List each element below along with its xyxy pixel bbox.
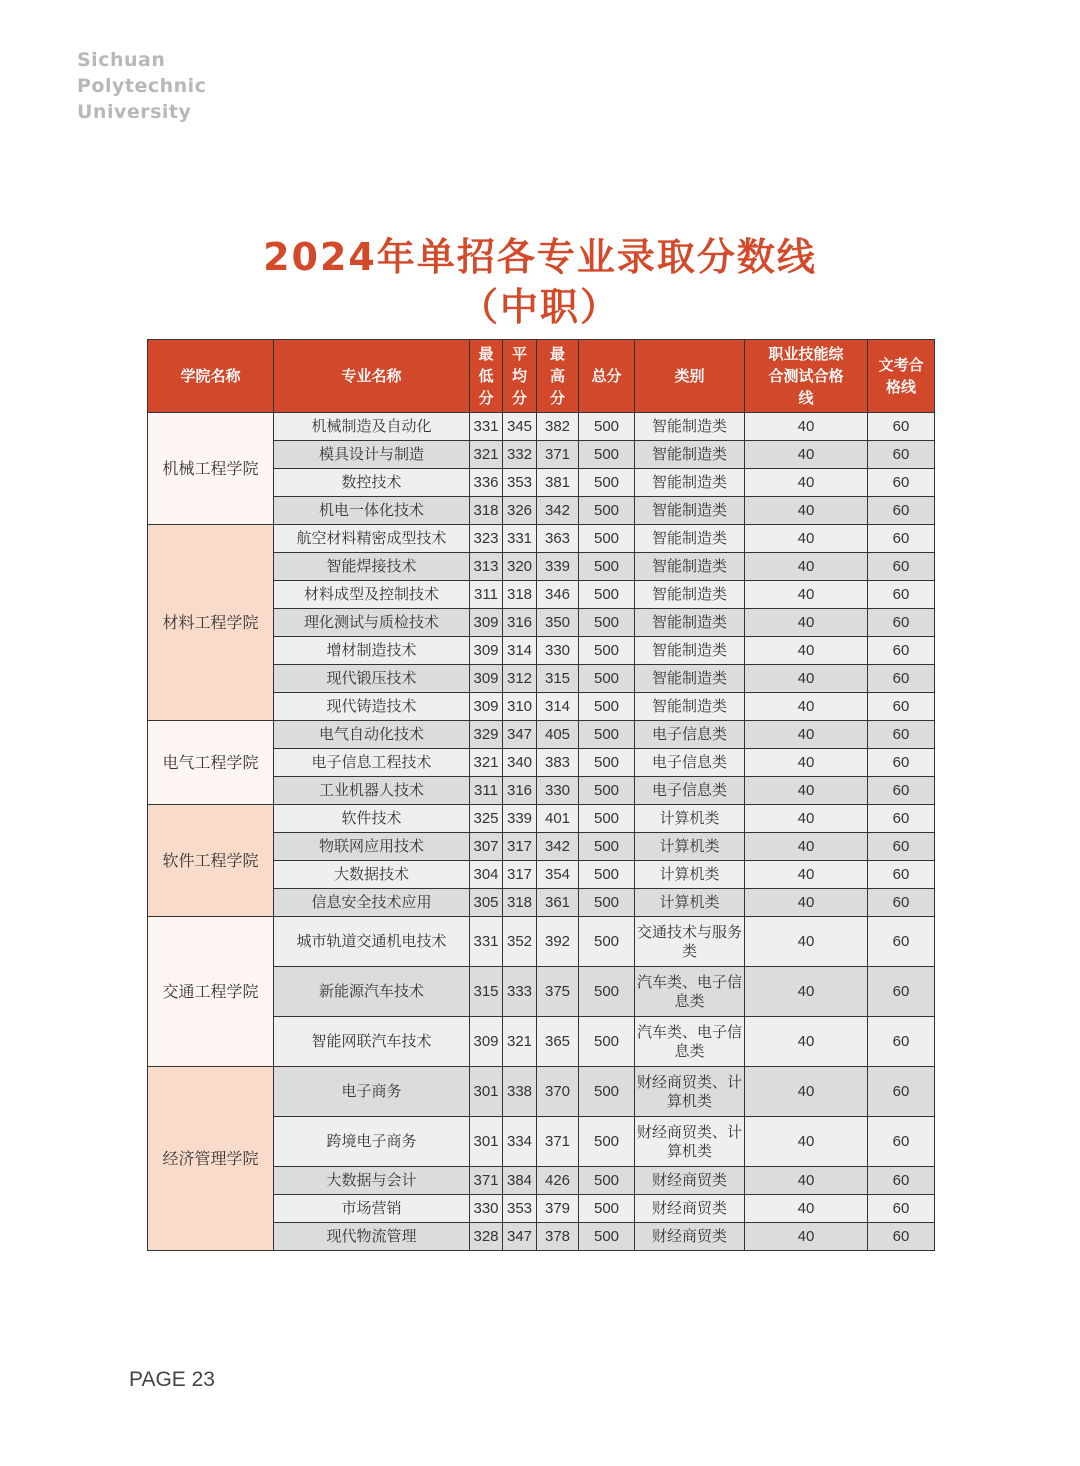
avg-score-cell: 334 <box>503 1117 537 1167</box>
max-score-cell: 370 <box>537 1067 579 1117</box>
total-score-cell: 500 <box>579 805 635 833</box>
column-header <box>148 340 274 413</box>
column-header <box>470 340 503 413</box>
min-score-cell: 331 <box>470 917 503 967</box>
brand-line: Sichuan <box>77 49 166 71</box>
skill-test-pass-line-cell: 40 <box>745 609 868 637</box>
culture-test-pass-line-cell: 60 <box>868 1017 935 1067</box>
skill-test-pass-line-cell: 40 <box>745 805 868 833</box>
total-score-cell: 500 <box>579 693 635 721</box>
culture-test-pass-line-cell: 60 <box>868 749 935 777</box>
min-score-cell: 311 <box>470 777 503 805</box>
college-name-cell: 交通工程学院 <box>148 917 274 1067</box>
category-cell: 汽车类、电子信息类 <box>635 1017 745 1067</box>
max-score-cell: 330 <box>537 777 579 805</box>
column-header <box>745 340 868 413</box>
category-cell: 智能制造类 <box>635 581 745 609</box>
major-name-cell: 现代物流管理 <box>274 1223 470 1251</box>
major-name-cell: 航空材料精密成型技术 <box>274 525 470 553</box>
column-header-label: 总分 <box>591 367 622 385</box>
avg-score-cell: 314 <box>503 637 537 665</box>
skill-test-pass-line-cell: 40 <box>745 917 868 967</box>
total-score-cell: 500 <box>579 1223 635 1251</box>
skill-test-pass-line-cell: 40 <box>745 749 868 777</box>
max-score-cell: 365 <box>537 1017 579 1067</box>
major-name-cell: 城市轨道交通机电技术 <box>274 917 470 967</box>
major-name-cell: 增材制造技术 <box>274 637 470 665</box>
skill-test-pass-line-cell: 40 <box>745 637 868 665</box>
avg-score-cell: 317 <box>503 833 537 861</box>
min-score-cell: 329 <box>470 721 503 749</box>
culture-test-pass-line-cell: 60 <box>868 525 935 553</box>
min-score-cell: 336 <box>470 469 503 497</box>
major-name-cell: 智能焊接技术 <box>274 553 470 581</box>
culture-test-pass-line-cell: 60 <box>868 721 935 749</box>
culture-test-pass-line-cell: 60 <box>868 441 935 469</box>
avg-score-cell: 339 <box>503 805 537 833</box>
max-score-cell: 330 <box>537 637 579 665</box>
total-score-cell: 500 <box>579 1117 635 1167</box>
skill-test-pass-line-cell: 40 <box>745 525 868 553</box>
avg-score-cell: 318 <box>503 581 537 609</box>
column-header-label: 学院名称 <box>180 367 241 385</box>
column-header <box>868 340 935 413</box>
max-score-cell: 375 <box>537 967 579 1017</box>
column-header <box>579 340 635 413</box>
culture-test-pass-line-cell: 60 <box>868 413 935 441</box>
category-cell: 智能制造类 <box>635 413 745 441</box>
skill-test-pass-line-cell: 40 <box>745 581 868 609</box>
category-cell: 智能制造类 <box>635 441 745 469</box>
min-score-cell: 304 <box>470 861 503 889</box>
skill-test-pass-line-cell: 40 <box>745 665 868 693</box>
skill-test-pass-line-cell: 40 <box>745 1223 868 1251</box>
skill-test-pass-line-cell: 40 <box>745 967 868 1017</box>
total-score-cell: 500 <box>579 581 635 609</box>
culture-test-pass-line-cell: 60 <box>868 693 935 721</box>
column-header-label: 平均分 <box>512 345 528 407</box>
culture-test-pass-line-cell: 60 <box>868 1067 935 1117</box>
culture-test-pass-line-cell: 60 <box>868 665 935 693</box>
total-score-cell: 500 <box>579 1195 635 1223</box>
college-name-cell: 软件工程学院 <box>148 805 274 917</box>
max-score-cell: 405 <box>537 721 579 749</box>
min-score-cell: 309 <box>470 665 503 693</box>
max-score-cell: 350 <box>537 609 579 637</box>
max-score-cell: 354 <box>537 861 579 889</box>
avg-score-cell: 345 <box>503 413 537 441</box>
category-cell: 智能制造类 <box>635 469 745 497</box>
major-name-cell: 电子商务 <box>274 1067 470 1117</box>
culture-test-pass-line-cell: 60 <box>868 805 935 833</box>
max-score-cell: 315 <box>537 665 579 693</box>
culture-test-pass-line-cell: 60 <box>868 581 935 609</box>
column-header-label: 职业技能综合测试合格线 <box>768 345 844 407</box>
total-score-cell: 500 <box>579 861 635 889</box>
skill-test-pass-line-cell: 40 <box>745 693 868 721</box>
total-score-cell: 500 <box>579 637 635 665</box>
max-score-cell: 342 <box>537 497 579 525</box>
major-name-cell: 现代锻压技术 <box>274 665 470 693</box>
culture-test-pass-line-cell: 60 <box>868 917 935 967</box>
max-score-cell: 383 <box>537 749 579 777</box>
category-cell: 交通技术与服务类 <box>635 917 745 967</box>
major-name-cell: 跨境电子商务 <box>274 1117 470 1167</box>
major-name-cell: 大数据技术 <box>274 861 470 889</box>
total-score-cell: 500 <box>579 441 635 469</box>
avg-score-cell: 352 <box>503 917 537 967</box>
category-cell: 智能制造类 <box>635 553 745 581</box>
skill-test-pass-line-cell: 40 <box>745 497 868 525</box>
skill-test-pass-line-cell: 40 <box>745 889 868 917</box>
avg-score-cell: 340 <box>503 749 537 777</box>
min-score-cell: 301 <box>470 1067 503 1117</box>
column-header-label: 类别 <box>674 367 705 385</box>
skill-test-pass-line-cell: 40 <box>745 721 868 749</box>
max-score-cell: 378 <box>537 1223 579 1251</box>
culture-test-pass-line-cell: 60 <box>868 777 935 805</box>
avg-score-cell: 338 <box>503 1067 537 1117</box>
avg-score-cell: 316 <box>503 777 537 805</box>
max-score-cell: 371 <box>537 441 579 469</box>
culture-test-pass-line-cell: 60 <box>868 609 935 637</box>
min-score-cell: 305 <box>470 889 503 917</box>
table-row <box>148 1067 935 1117</box>
avg-score-cell: 332 <box>503 441 537 469</box>
major-name-cell: 工业机器人技术 <box>274 777 470 805</box>
major-name-cell: 新能源汽车技术 <box>274 967 470 1017</box>
major-name-cell: 机电一体化技术 <box>274 497 470 525</box>
avg-score-cell: 347 <box>503 721 537 749</box>
category-cell: 智能制造类 <box>635 693 745 721</box>
max-score-cell: 339 <box>537 553 579 581</box>
major-name-cell: 电子信息工程技术 <box>274 749 470 777</box>
category-cell: 财经商贸类 <box>635 1167 745 1195</box>
avg-score-cell: 347 <box>503 1223 537 1251</box>
page-subtitle: （中职） <box>459 285 620 329</box>
category-cell: 计算机类 <box>635 805 745 833</box>
min-score-cell: 331 <box>470 413 503 441</box>
major-name-cell: 信息安全技术应用 <box>274 889 470 917</box>
category-cell: 财经商贸类、计算机类 <box>635 1067 745 1117</box>
skill-test-pass-line-cell: 40 <box>745 413 868 441</box>
skill-test-pass-line-cell: 40 <box>745 1017 868 1067</box>
category-cell: 汽车类、电子信息类 <box>635 967 745 1017</box>
culture-test-pass-line-cell: 60 <box>868 861 935 889</box>
min-score-cell: 321 <box>470 441 503 469</box>
avg-score-cell: 384 <box>503 1167 537 1195</box>
total-score-cell: 500 <box>579 609 635 637</box>
major-name-cell: 数控技术 <box>274 469 470 497</box>
min-score-cell: 309 <box>470 1017 503 1067</box>
min-score-cell: 309 <box>470 693 503 721</box>
total-score-cell: 500 <box>579 497 635 525</box>
skill-test-pass-line-cell: 40 <box>745 777 868 805</box>
total-score-cell: 500 <box>579 553 635 581</box>
category-cell: 计算机类 <box>635 889 745 917</box>
category-cell: 财经商贸类 <box>635 1195 745 1223</box>
major-name-cell: 材料成型及控制技术 <box>274 581 470 609</box>
culture-test-pass-line-cell: 60 <box>868 1117 935 1167</box>
college-name-cell: 经济管理学院 <box>148 1067 274 1251</box>
column-header-label: 最高分 <box>550 345 566 407</box>
max-score-cell: 363 <box>537 525 579 553</box>
total-score-cell: 500 <box>579 889 635 917</box>
brand-line: University <box>77 101 192 123</box>
total-score-cell: 500 <box>579 413 635 441</box>
avg-score-cell: 331 <box>503 525 537 553</box>
total-score-cell: 500 <box>579 833 635 861</box>
max-score-cell: 342 <box>537 833 579 861</box>
min-score-cell: 315 <box>470 967 503 1017</box>
category-cell: 电子信息类 <box>635 777 745 805</box>
total-score-cell: 500 <box>579 525 635 553</box>
skill-test-pass-line-cell: 40 <box>745 833 868 861</box>
skill-test-pass-line-cell: 40 <box>745 553 868 581</box>
category-cell: 智能制造类 <box>635 665 745 693</box>
min-score-cell: 371 <box>470 1167 503 1195</box>
total-score-cell: 500 <box>579 665 635 693</box>
category-cell: 电子信息类 <box>635 721 745 749</box>
category-cell: 智能制造类 <box>635 609 745 637</box>
column-header <box>274 340 470 413</box>
max-score-cell: 382 <box>537 413 579 441</box>
culture-test-pass-line-cell: 60 <box>868 553 935 581</box>
culture-test-pass-line-cell: 60 <box>868 1223 935 1251</box>
min-score-cell: 311 <box>470 581 503 609</box>
avg-score-cell: 312 <box>503 665 537 693</box>
category-cell: 计算机类 <box>635 833 745 861</box>
total-score-cell: 500 <box>579 721 635 749</box>
avg-score-cell: 317 <box>503 861 537 889</box>
major-name-cell: 软件技术 <box>274 805 470 833</box>
major-name-cell: 理化测试与质检技术 <box>274 609 470 637</box>
column-header-label: 文考合格线 <box>878 356 924 396</box>
max-score-cell: 401 <box>537 805 579 833</box>
skill-test-pass-line-cell: 40 <box>745 1167 868 1195</box>
total-score-cell: 500 <box>579 1167 635 1195</box>
major-name-cell: 市场营销 <box>274 1195 470 1223</box>
total-score-cell: 500 <box>579 1017 635 1067</box>
min-score-cell: 325 <box>470 805 503 833</box>
major-name-cell: 现代铸造技术 <box>274 693 470 721</box>
max-score-cell: 426 <box>537 1167 579 1195</box>
avg-score-cell: 316 <box>503 609 537 637</box>
avg-score-cell: 320 <box>503 553 537 581</box>
min-score-cell: 330 <box>470 1195 503 1223</box>
page-number: PAGE 23 <box>129 1368 215 1391</box>
page-title: 2024年单招各专业录取分数线 <box>263 235 817 279</box>
culture-test-pass-line-cell: 60 <box>868 497 935 525</box>
major-name-cell: 电气自动化技术 <box>274 721 470 749</box>
min-score-cell: 301 <box>470 1117 503 1167</box>
culture-test-pass-line-cell: 60 <box>868 637 935 665</box>
column-header <box>503 340 537 413</box>
total-score-cell: 500 <box>579 749 635 777</box>
culture-test-pass-line-cell: 60 <box>868 1167 935 1195</box>
culture-test-pass-line-cell: 60 <box>868 1195 935 1223</box>
skill-test-pass-line-cell: 40 <box>745 861 868 889</box>
max-score-cell: 381 <box>537 469 579 497</box>
column-header <box>635 340 745 413</box>
avg-score-cell: 318 <box>503 889 537 917</box>
min-score-cell: 313 <box>470 553 503 581</box>
skill-test-pass-line-cell: 40 <box>745 1067 868 1117</box>
total-score-cell: 500 <box>579 469 635 497</box>
total-score-cell: 500 <box>579 967 635 1017</box>
culture-test-pass-line-cell: 60 <box>868 889 935 917</box>
table-row <box>148 721 935 749</box>
skill-test-pass-line-cell: 40 <box>745 441 868 469</box>
category-cell: 财经商贸类 <box>635 1223 745 1251</box>
university-logo-text <box>77 47 206 125</box>
table-row <box>148 805 935 833</box>
max-score-cell: 361 <box>537 889 579 917</box>
college-name-cell: 机械工程学院 <box>148 413 274 525</box>
column-header-label: 专业名称 <box>341 367 402 385</box>
category-cell: 财经商贸类、计算机类 <box>635 1117 745 1167</box>
college-name-cell: 材料工程学院 <box>148 525 274 721</box>
skill-test-pass-line-cell: 40 <box>745 1117 868 1167</box>
skill-test-pass-line-cell: 40 <box>745 469 868 497</box>
category-cell: 智能制造类 <box>635 497 745 525</box>
brand-line: Polytechnic <box>77 75 207 97</box>
category-cell: 智能制造类 <box>635 637 745 665</box>
total-score-cell: 500 <box>579 1067 635 1117</box>
max-score-cell: 346 <box>537 581 579 609</box>
min-score-cell: 323 <box>470 525 503 553</box>
admission-score-table <box>147 339 935 1251</box>
major-name-cell: 智能网联汽车技术 <box>274 1017 470 1067</box>
table-row <box>148 525 935 553</box>
total-score-cell: 500 <box>579 917 635 967</box>
major-name-cell: 模具设计与制造 <box>274 441 470 469</box>
major-name-cell: 大数据与会计 <box>274 1167 470 1195</box>
skill-test-pass-line-cell: 40 <box>745 1195 868 1223</box>
avg-score-cell: 321 <box>503 1017 537 1067</box>
min-score-cell: 318 <box>470 497 503 525</box>
major-name-cell: 物联网应用技术 <box>274 833 470 861</box>
avg-score-cell: 333 <box>503 967 537 1017</box>
min-score-cell: 309 <box>470 637 503 665</box>
major-name-cell: 机械制造及自动化 <box>274 413 470 441</box>
avg-score-cell: 353 <box>503 469 537 497</box>
max-score-cell: 379 <box>537 1195 579 1223</box>
avg-score-cell: 353 <box>503 1195 537 1223</box>
culture-test-pass-line-cell: 60 <box>868 469 935 497</box>
min-score-cell: 309 <box>470 609 503 637</box>
avg-score-cell: 310 <box>503 693 537 721</box>
min-score-cell: 321 <box>470 749 503 777</box>
category-cell: 智能制造类 <box>635 525 745 553</box>
table-row <box>148 413 935 441</box>
culture-test-pass-line-cell: 60 <box>868 967 935 1017</box>
table-row <box>148 917 935 967</box>
column-header <box>537 340 579 413</box>
max-score-cell: 371 <box>537 1117 579 1167</box>
column-header-label: 最低分 <box>478 345 494 407</box>
avg-score-cell: 326 <box>503 497 537 525</box>
min-score-cell: 307 <box>470 833 503 861</box>
max-score-cell: 392 <box>537 917 579 967</box>
min-score-cell: 328 <box>470 1223 503 1251</box>
college-name-cell: 电气工程学院 <box>148 721 274 805</box>
total-score-cell: 500 <box>579 777 635 805</box>
category-cell: 电子信息类 <box>635 749 745 777</box>
culture-test-pass-line-cell: 60 <box>868 833 935 861</box>
table-header-row <box>148 340 935 413</box>
category-cell: 计算机类 <box>635 861 745 889</box>
max-score-cell: 314 <box>537 693 579 721</box>
